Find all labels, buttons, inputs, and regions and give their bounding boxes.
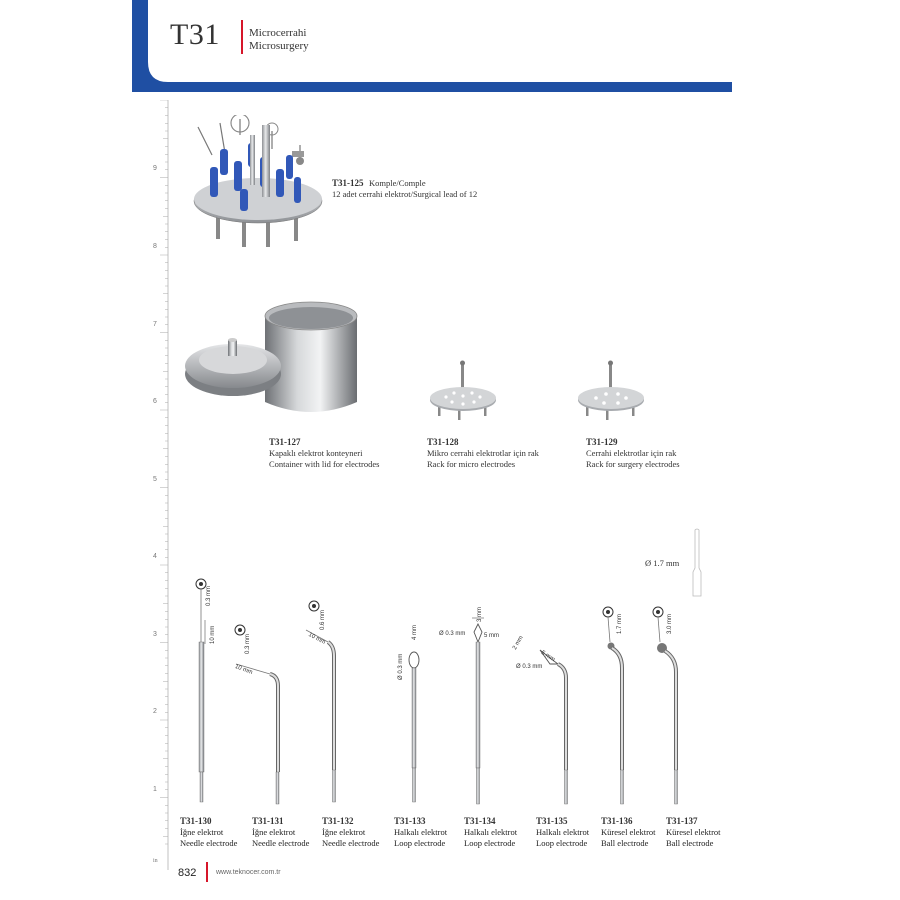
electrode-item-t31-137: [666, 816, 746, 849]
product-type-en: Needle electrode: [252, 838, 310, 848]
diameter-note: Ø 1.7 mm: [645, 558, 680, 568]
ruler-number: 3: [153, 631, 157, 638]
dimension-label: 0.6 mm: [320, 609, 326, 630]
electrode-item-t31-132: [322, 816, 402, 849]
dimension-label: 10 mm: [307, 632, 327, 646]
product-type-tr: Halkalı elektrot: [394, 827, 448, 837]
product-code: T31-131: [252, 816, 284, 826]
product-type-tr: İğne elektrot: [180, 827, 224, 837]
product-code: T31-134: [464, 816, 496, 826]
dimension-label: 3 mm: [477, 607, 483, 622]
dimension-label: 4 mm: [412, 625, 418, 640]
electrode-item-t31-131: [252, 816, 332, 849]
product-type-tr: Küresel elektrot: [601, 827, 656, 837]
product-description: 12 adet cerrahi elektrot/Surgical lead of 12: [332, 189, 478, 199]
ruler-number: 4: [153, 553, 157, 560]
ruler-number: 9: [153, 165, 157, 172]
dimension-label: 5 mm: [484, 633, 499, 639]
ball-electrode-drawing: [598, 604, 638, 809]
ruler-number: 8: [153, 243, 157, 250]
product-description-en: Container with lid for electrodes: [269, 459, 380, 469]
dimension-label: Ø 0.3 mm: [439, 631, 466, 637]
product-code: T31-127: [269, 437, 301, 447]
electrode-container-image: [183, 298, 368, 418]
electrode-item-t31-134: [464, 816, 544, 849]
product-description-tr: Kapaklı elektrot konteyneri: [269, 448, 363, 458]
ruler-number: 6: [153, 398, 157, 405]
electrode-item-t31-130: [180, 816, 260, 849]
product-type-en: Loop electrode: [536, 838, 588, 848]
electrode-set-image: [190, 115, 335, 255]
micro-electrode-rack-image: [428, 360, 498, 422]
header-divider: [241, 20, 243, 54]
product-type-tr: Küresel elektrot: [666, 827, 721, 837]
category-english: Microsurgery: [249, 40, 309, 52]
dimension-label: Ø 0.3 mm: [398, 653, 404, 680]
electrode-item-t31-133: [394, 816, 474, 849]
dimension-label: 3.0 mm: [667, 613, 673, 634]
product-code: T31-133: [394, 816, 426, 826]
dimension-label: Ø 0.3 mm: [516, 664, 543, 670]
product-code: T31-128: [427, 437, 459, 447]
ruler-number: 7: [153, 321, 157, 328]
header-accent-shape: [132, 0, 732, 92]
product-title: Komple/Comple: [369, 178, 426, 188]
dimension-label: 0.3 mm: [245, 633, 251, 654]
product-code: T31-125: [332, 178, 364, 188]
product-description-en: Rack for micro electrodes: [427, 459, 516, 469]
needle-electrode-drawing: [190, 576, 220, 806]
needle-electrode-drawing: [302, 598, 352, 808]
website-link[interactable]: www.teknocer.com.tr: [216, 869, 281, 876]
surgery-electrode-rack-image: [576, 360, 646, 422]
product-type-en: Loop electrode: [464, 838, 516, 848]
product-code: T31-132: [322, 816, 354, 826]
dimension-label: 2 mm: [512, 635, 525, 651]
product-type-en: Ball electrode: [601, 838, 649, 848]
ball-electrode-drawing: [650, 604, 690, 809]
product-code: T31-135: [536, 816, 568, 826]
ruler-number: 2: [153, 708, 157, 715]
product-type-tr: Halkalı elektrot: [464, 827, 518, 837]
product-description-tr: Mikro cerrahi elektrotlar için rak: [427, 448, 539, 458]
ruler-unit: in: [153, 858, 158, 864]
product-type-en: Needle electrode: [322, 838, 380, 848]
product-type-tr: İğne elektrot: [252, 827, 296, 837]
product-type-tr: Halkalı elektrot: [536, 827, 590, 837]
product-description-tr: Cerrahi elektrotlar için rak: [586, 448, 677, 458]
product-type-en: Ball electrode: [666, 838, 714, 848]
product-code: T31-136: [601, 816, 633, 826]
dimension-label: 0.3 mm: [206, 585, 212, 606]
product-code: T31-129: [586, 437, 618, 447]
product-type-en: Needle electrode: [180, 838, 238, 848]
product-type-tr: İğne elektrot: [322, 827, 366, 837]
section-code: T31: [170, 18, 220, 51]
measurement-ruler: [156, 100, 170, 870]
ruler-number: 1: [153, 786, 157, 793]
electrode-shaft-reference: [690, 528, 704, 598]
ruler-number: 5: [153, 476, 157, 483]
needle-electrode-drawing: [228, 622, 288, 807]
footer-divider: [206, 862, 208, 882]
product-description-en: Rack for surgery electrodes: [586, 459, 680, 469]
page-number: 832: [178, 867, 197, 879]
loop-electrode-drawing: [402, 622, 432, 807]
product-code: T31-130: [180, 816, 212, 826]
dimension-label: 10 mm: [233, 664, 254, 676]
dimension-label: 10 mm: [210, 625, 216, 644]
dimension-label: 5 mm: [539, 650, 556, 664]
category-turkish: Microcerrahi: [249, 27, 307, 39]
dimension-label: 1.7 mm: [617, 613, 623, 634]
product-type-en: Loop electrode: [394, 838, 446, 848]
product-code: T31-137: [666, 816, 698, 826]
